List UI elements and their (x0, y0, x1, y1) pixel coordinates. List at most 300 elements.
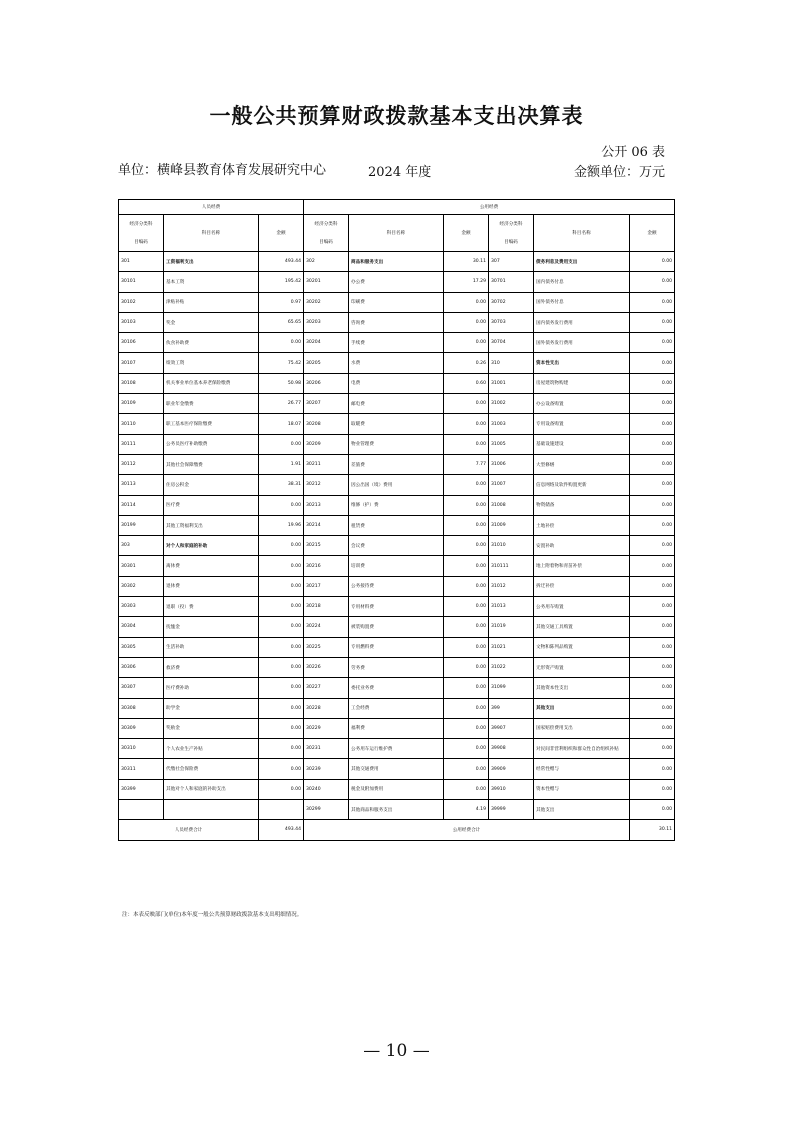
code-cell: 30306 (119, 657, 164, 677)
amount-cell: 19.96 (259, 515, 304, 535)
name-cell: 安置补助 (534, 536, 630, 556)
name-cell: 专用燃料费 (349, 637, 444, 657)
code-cell: 31005 (489, 434, 534, 454)
code-cell: 30703 (489, 312, 534, 332)
code-cell: 302 (304, 252, 349, 272)
code-cell: 30307 (119, 678, 164, 698)
name-cell: 对民间非营利组织和群众性自治组织补贴 (534, 739, 630, 759)
amount-header: 金额 (444, 215, 489, 252)
name-cell: 税金及附加费用 (349, 779, 444, 799)
code-cell: 30214 (304, 515, 349, 535)
name-cell: 住房公积金 (164, 475, 259, 495)
table-row (119, 312, 675, 332)
code-cell: 30106 (119, 333, 164, 353)
amount-header: 金额 (259, 215, 304, 252)
name-cell: 抚恤金 (164, 617, 259, 637)
amount-cell: 0.00 (259, 556, 304, 576)
public-total-value: 30.11 (630, 820, 675, 840)
amount-cell: 0.00 (444, 333, 489, 353)
name-cell: 伙食补助费 (164, 333, 259, 353)
name-cell: 代缴社会保险费 (164, 759, 259, 779)
code-cell: 30704 (489, 333, 534, 353)
amount-cell: 0.00 (444, 576, 489, 596)
name-cell: 公务用车运行维护费 (349, 739, 444, 759)
amount-cell: 0.00 (630, 515, 675, 535)
code-cell: 31007 (489, 475, 534, 495)
code-cell: 31002 (489, 394, 534, 414)
name-cell: 国外债务付息 (534, 292, 630, 312)
name-cell: 资本性支出 (534, 353, 630, 373)
name-cell: 电费 (349, 373, 444, 393)
amount-cell: 0.00 (630, 597, 675, 617)
code-cell: 31012 (489, 576, 534, 596)
personnel-total-label: 人员经费合计 (119, 820, 259, 840)
code-cell: 30103 (119, 312, 164, 332)
table-row (119, 759, 675, 779)
code-cell: 30202 (304, 292, 349, 312)
table-row (119, 678, 675, 698)
name-cell: 大型修缮 (534, 454, 630, 474)
amount-cell: 0.97 (259, 292, 304, 312)
name-cell: 奖金 (164, 312, 259, 332)
name-cell: 取暖费 (349, 414, 444, 434)
amount-cell: 0.00 (630, 759, 675, 779)
amount-cell: 493.44 (259, 252, 304, 272)
amount-cell: 0.00 (630, 637, 675, 657)
amount-cell: 0.00 (630, 312, 675, 332)
page-title: 一般公共预算财政拨款基本支出决算表 (209, 103, 584, 128)
name-cell: 助学金 (164, 698, 259, 718)
amount-cell: 18.07 (259, 414, 304, 434)
name-cell: 会议费 (349, 536, 444, 556)
name-cell: 其他支出 (534, 800, 630, 820)
name-cell: 办公设备购置 (534, 394, 630, 414)
code-cell: 30308 (119, 698, 164, 718)
amount-cell: 0.00 (259, 617, 304, 637)
name-cell: 离休费 (164, 556, 259, 576)
name-cell: 医疗费 (164, 495, 259, 515)
amount-cell: 0.00 (630, 536, 675, 556)
code-cell: 30229 (304, 718, 349, 738)
amount-cell: 1.91 (259, 454, 304, 474)
table-row (119, 657, 675, 677)
table-row (119, 333, 675, 353)
name-cell: 其他资本性支出 (534, 678, 630, 698)
amount-cell: 0.00 (630, 495, 675, 515)
amount-cell: 195.42 (259, 272, 304, 292)
code-cell: 31013 (489, 597, 534, 617)
amount-cell: 0.00 (444, 617, 489, 637)
table-row (119, 698, 675, 718)
name-cell: 债务利息及费用支出 (534, 252, 630, 272)
code-cell: 30304 (119, 617, 164, 637)
amount-cell: 0.00 (444, 779, 489, 799)
name-cell: 个人农业生产补贴 (164, 739, 259, 759)
name-header: 科目名称 (534, 215, 630, 252)
code-cell: 31006 (489, 454, 534, 474)
name-cell: 奖励金 (164, 718, 259, 738)
code-cell: 31001 (489, 373, 534, 393)
amount-cell: 65.65 (259, 312, 304, 332)
amount-cell: 7.77 (444, 454, 489, 474)
name-cell: 文物和陈列品购置 (534, 637, 630, 657)
amount-cell: 0.00 (444, 292, 489, 312)
name-cell: 基本工资 (164, 272, 259, 292)
amount-cell: 0.00 (630, 394, 675, 414)
name-cell: 商品和服务支出 (349, 252, 444, 272)
code-cell: 30226 (304, 657, 349, 677)
amount-cell: 0.00 (444, 394, 489, 414)
code-cell: 303 (119, 536, 164, 556)
amount-cell: 50.98 (259, 373, 304, 393)
name-cell: 专用设备购置 (534, 414, 630, 434)
name-cell: 机关事业单位基本养老保险缴费 (164, 373, 259, 393)
amount-cell: 0.00 (630, 414, 675, 434)
code-header: 经济分类科 目编码 (304, 215, 349, 252)
amount-cell: 0.00 (630, 779, 675, 799)
code-cell: 30305 (119, 637, 164, 657)
code-cell: 310 (489, 353, 534, 373)
code-cell: 31009 (489, 515, 534, 535)
name-cell: 资本性赠与 (534, 779, 630, 799)
table-row (119, 556, 675, 576)
amount-cell: 0.00 (259, 637, 304, 657)
code-cell: 30310 (119, 739, 164, 759)
name-cell: 拆迁补偿 (534, 576, 630, 596)
name-cell (164, 800, 259, 820)
table-row (119, 373, 675, 393)
code-cell: 30114 (119, 495, 164, 515)
amount-cell: 38.31 (259, 475, 304, 495)
name-cell: 职工基本医疗保险缴费 (164, 414, 259, 434)
name-cell: 国家赔偿费用支出 (534, 718, 630, 738)
name-cell: 土地补偿 (534, 515, 630, 535)
name-cell: 物资储备 (534, 495, 630, 515)
table-row (119, 495, 675, 515)
table-row (119, 739, 675, 759)
amount-cell: 0.00 (444, 657, 489, 677)
amount-cell: 0.00 (630, 678, 675, 698)
amount-cell: 0.00 (630, 434, 675, 454)
table-row (119, 536, 675, 556)
amount-cell: 0.00 (259, 495, 304, 515)
code-cell: 30399 (119, 779, 164, 799)
name-cell: 工会经费 (349, 698, 444, 718)
code-cell: 30213 (304, 495, 349, 515)
amount-cell: 0.00 (259, 698, 304, 718)
amount-cell: 0.00 (444, 434, 489, 454)
name-cell: 其他工资福利支出 (164, 515, 259, 535)
code-cell: 30205 (304, 353, 349, 373)
code-cell: 30215 (304, 536, 349, 556)
amount-cell: 0.60 (444, 373, 489, 393)
name-cell: 退职（役）费 (164, 597, 259, 617)
name-cell: 生活补助 (164, 637, 259, 657)
amount-cell: 0.00 (630, 556, 675, 576)
code-cell: 31021 (489, 637, 534, 657)
name-cell: 邮电费 (349, 394, 444, 414)
code-cell: 30227 (304, 678, 349, 698)
amount-cell: 0.00 (259, 333, 304, 353)
code-cell: 30240 (304, 779, 349, 799)
code-cell: 39910 (489, 779, 534, 799)
code-cell: 30207 (304, 394, 349, 414)
code-cell: 307 (489, 252, 534, 272)
code-cell: 30206 (304, 373, 349, 393)
code-cell: 30224 (304, 617, 349, 637)
amount-cell: 0.00 (259, 779, 304, 799)
amount-cell: 0.00 (630, 718, 675, 738)
code-cell: 30204 (304, 333, 349, 353)
amount-cell: 0.26 (444, 353, 489, 373)
code-cell: 30209 (304, 434, 349, 454)
code-cell: 30228 (304, 698, 349, 718)
name-cell: 地上附着物和青苗补偿 (534, 556, 630, 576)
code-cell: 30107 (119, 353, 164, 373)
code-cell: 30311 (119, 759, 164, 779)
amount-cell: 0.00 (630, 475, 675, 495)
table-row (119, 353, 675, 373)
amount-cell: 0.00 (444, 637, 489, 657)
table-row (119, 718, 675, 738)
amount-cell: 0.00 (259, 759, 304, 779)
code-cell: 30301 (119, 556, 164, 576)
table-row (119, 252, 675, 272)
code-cell: 31019 (489, 617, 534, 637)
name-cell: 公务员医疗补助缴费 (164, 434, 259, 454)
code-cell: 30212 (304, 475, 349, 495)
code-cell: 31099 (489, 678, 534, 698)
table-row (119, 272, 675, 292)
table-note: 注：本表反映部门(单位)本年度一般公共预算财政拨款基本支出明细情况。 (122, 912, 303, 918)
amount-cell: 0.00 (444, 678, 489, 698)
amount-cell: 0.00 (444, 475, 489, 495)
table-row (119, 515, 675, 535)
amount-cell: 0.00 (259, 718, 304, 738)
name-cell: 物业管理费 (349, 434, 444, 454)
amount-cell: 0.00 (259, 657, 304, 677)
name-cell: 专用材料费 (349, 597, 444, 617)
code-cell: 31003 (489, 414, 534, 434)
amount-cell: 0.00 (630, 576, 675, 596)
code-cell: 30701 (489, 272, 534, 292)
table-row (119, 576, 675, 596)
code-cell: 30112 (119, 454, 164, 474)
table-row (119, 414, 675, 434)
table-row (119, 800, 675, 820)
code-cell: 30231 (304, 739, 349, 759)
name-cell: 因公出国（境）费用 (349, 475, 444, 495)
reporting-unit: 单位：横峰县教育体育发展研究中心 (118, 163, 327, 178)
code-cell: 30216 (304, 556, 349, 576)
code-cell: 30199 (119, 515, 164, 535)
code-header: 经济分类科 目编码 (489, 215, 534, 252)
code-cell: 30299 (304, 800, 349, 820)
name-cell: 退休费 (164, 576, 259, 596)
amount-cell: 0.00 (630, 454, 675, 474)
name-cell: 咨询费 (349, 312, 444, 332)
amount-cell: 0.00 (444, 495, 489, 515)
code-cell: 30702 (489, 292, 534, 312)
name-cell: 差旅费 (349, 454, 444, 474)
public-header: 公用经费 (304, 200, 675, 215)
code-cell: 39907 (489, 718, 534, 738)
amount-cell: 0.00 (630, 657, 675, 677)
code-cell: 30109 (119, 394, 164, 414)
code-cell: 39908 (489, 739, 534, 759)
amount-cell: 75.42 (259, 353, 304, 373)
amount-cell: 0.00 (444, 312, 489, 332)
amount-cell: 0.00 (259, 739, 304, 759)
report-year: 2024 年度 (368, 165, 432, 180)
name-header: 科目名称 (349, 215, 444, 252)
amount-cell: 4.19 (444, 800, 489, 820)
amount-cell: 0.00 (630, 739, 675, 759)
code-cell: 30203 (304, 312, 349, 332)
amount-cell: 0.00 (630, 333, 675, 353)
name-cell: 福利费 (349, 718, 444, 738)
code-cell: 30211 (304, 454, 349, 474)
code-cell: 30218 (304, 597, 349, 617)
amount-cell: 0.00 (444, 414, 489, 434)
code-cell: 30309 (119, 718, 164, 738)
amount-cell: 26.77 (259, 394, 304, 414)
amount-cell (259, 800, 304, 820)
name-cell: 其他支出 (534, 698, 630, 718)
table-row (119, 637, 675, 657)
name-cell: 国外债务发行费用 (534, 333, 630, 353)
name-cell: 印刷费 (349, 292, 444, 312)
amount-cell: 0.00 (444, 698, 489, 718)
table-row (119, 434, 675, 454)
amount-cell: 0.00 (630, 800, 675, 820)
amount-cell: 0.00 (444, 536, 489, 556)
amount-cell: 0.00 (630, 353, 675, 373)
code-cell: 301 (119, 252, 164, 272)
amount-cell: 0.00 (444, 718, 489, 738)
code-cell: 30225 (304, 637, 349, 657)
amount-cell: 0.00 (630, 698, 675, 718)
amount-cell: 0.00 (630, 373, 675, 393)
table-row (119, 394, 675, 414)
name-cell: 维修（护）费 (349, 495, 444, 515)
code-cell: 30201 (304, 272, 349, 292)
amount-cell: 0.00 (259, 576, 304, 596)
amount-cell: 0.00 (259, 597, 304, 617)
code-cell: 39999 (489, 800, 534, 820)
name-cell: 培训费 (349, 556, 444, 576)
code-cell: 31010 (489, 536, 534, 556)
code-cell: 30101 (119, 272, 164, 292)
name-cell: 医疗费补助 (164, 678, 259, 698)
name-cell: 其他社会保障缴费 (164, 454, 259, 474)
code-cell: 30108 (119, 373, 164, 393)
code-cell: 31008 (489, 495, 534, 515)
page-number: — 10 — (363, 1041, 430, 1061)
name-cell: 劳务费 (349, 657, 444, 677)
amount-cell: 0.00 (444, 556, 489, 576)
name-cell: 国内债务付息 (534, 272, 630, 292)
name-cell: 信息网络及软件购置更新 (534, 475, 630, 495)
code-cell: 31022 (489, 657, 534, 677)
amount-cell: 0.00 (259, 678, 304, 698)
amount-cell: 0.00 (444, 759, 489, 779)
code-cell: 39909 (489, 759, 534, 779)
name-cell: 绩效工资 (164, 353, 259, 373)
code-cell (119, 800, 164, 820)
code-cell: 30110 (119, 414, 164, 434)
amount-cell: 0.00 (259, 434, 304, 454)
name-cell: 职业年金缴费 (164, 394, 259, 414)
form-number: 公开 06 表 (601, 145, 665, 160)
name-cell: 被装购置费 (349, 617, 444, 637)
table-row (119, 597, 675, 617)
name-cell: 公务接待费 (349, 576, 444, 596)
code-cell: 399 (489, 698, 534, 718)
name-cell: 救济费 (164, 657, 259, 677)
code-header: 经济分类科 目编码 (119, 215, 164, 252)
amount-cell: 0.00 (444, 515, 489, 535)
name-cell: 无形资产购置 (534, 657, 630, 677)
name-cell: 其他交通费用 (349, 759, 444, 779)
code-cell: 30208 (304, 414, 349, 434)
name-cell: 手续费 (349, 333, 444, 353)
name-cell: 国内债务发行费用 (534, 312, 630, 332)
code-cell: 30303 (119, 597, 164, 617)
code-cell: 30102 (119, 292, 164, 312)
table-row (119, 617, 675, 637)
expenditure-table (118, 199, 675, 841)
code-cell: 30239 (304, 759, 349, 779)
amount-cell: 0.00 (444, 739, 489, 759)
code-cell: 30217 (304, 576, 349, 596)
code-cell: 30111 (119, 434, 164, 454)
amount-cell: 30.11 (444, 252, 489, 272)
code-cell: 30113 (119, 475, 164, 495)
amount-cell: 0.00 (630, 272, 675, 292)
name-header: 科目名称 (164, 215, 259, 252)
name-cell: 经常性赠与 (534, 759, 630, 779)
amount-cell: 0.00 (630, 252, 675, 272)
name-cell: 对个人和家庭的补助 (164, 536, 259, 556)
name-cell: 其他对个人和家庭的补助支出 (164, 779, 259, 799)
name-cell: 其他交通工具购置 (534, 617, 630, 637)
personnel-total-value: 493.44 (259, 820, 304, 840)
code-cell: 310111 (489, 556, 534, 576)
amount-cell: 0.00 (259, 536, 304, 556)
table-row (119, 475, 675, 495)
name-cell: 租赁费 (349, 515, 444, 535)
personnel-header: 人员经费 (119, 200, 304, 215)
code-cell: 30302 (119, 576, 164, 596)
name-cell: 水费 (349, 353, 444, 373)
amount-cell: 0.00 (630, 292, 675, 312)
amount-cell: 17.29 (444, 272, 489, 292)
table-row (119, 779, 675, 799)
public-total-label: 公用经费合计 (304, 820, 630, 840)
name-cell: 办公费 (349, 272, 444, 292)
amount-unit: 金额单位：万元 (573, 165, 665, 180)
amount-cell: 0.00 (444, 597, 489, 617)
name-cell: 房屋建筑物购建 (534, 373, 630, 393)
name-cell: 委托业务费 (349, 678, 444, 698)
table-row (119, 292, 675, 312)
name-cell: 津贴补贴 (164, 292, 259, 312)
name-cell: 基础设施建设 (534, 434, 630, 454)
name-cell: 公务用车购置 (534, 597, 630, 617)
name-cell: 其他商品和服务支出 (349, 800, 444, 820)
table-row (119, 454, 675, 474)
